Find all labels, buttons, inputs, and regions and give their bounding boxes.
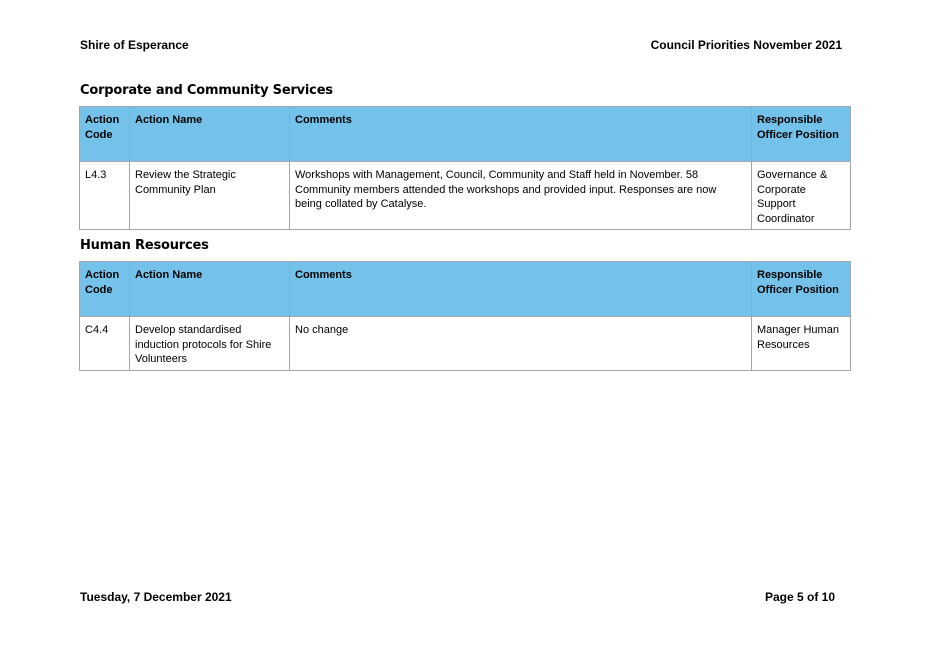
column-header-action-code: Action Code (80, 107, 130, 162)
cell-comments: No change (290, 317, 752, 371)
column-header-comments: Comments (290, 107, 752, 162)
actions-table-corporate (79, 106, 851, 230)
header-report-title: Council Priorities November 2021 (650, 38, 842, 52)
header-organisation: Shire of Esperance (80, 38, 189, 52)
cell-comments: Workshops with Management, Council, Community and Staff held in November. 58 Community members attended the workshops and provided input. Responses are now being collated by Catalyse. (290, 162, 752, 230)
table-row (80, 162, 851, 230)
cell-responsible: Manager Human Resources (752, 317, 851, 371)
cell-action-code: C4.4 (80, 317, 130, 371)
table-row (80, 317, 851, 371)
actions-table-human-resources (79, 261, 851, 371)
column-header-responsible: Responsible Officer Position (752, 262, 851, 317)
footer-date: Tuesday, 7 December 2021 (80, 590, 232, 604)
section-title-corporate: Corporate and Community Services (80, 83, 333, 98)
column-header-action-code: Action Code (80, 262, 130, 317)
cell-responsible: Governance & Corporate Support Coordinator (752, 162, 851, 230)
cell-action-name: Develop standardised induction protocols for Shire Volunteers (130, 317, 290, 371)
table-header-row (80, 262, 851, 317)
column-header-comments: Comments (290, 262, 752, 317)
column-header-responsible: Responsible Officer Position (752, 107, 851, 162)
footer-page-number: Page 5 of 10 (764, 590, 835, 604)
column-header-action-name: Action Name (130, 107, 290, 162)
cell-action-name: Review the Strategic Community Plan (130, 162, 290, 230)
section-title-human-resources: Human Resources (80, 238, 209, 253)
cell-action-code: L4.3 (80, 162, 130, 230)
table-header-row (80, 107, 851, 162)
column-header-action-name: Action Name (130, 262, 290, 317)
